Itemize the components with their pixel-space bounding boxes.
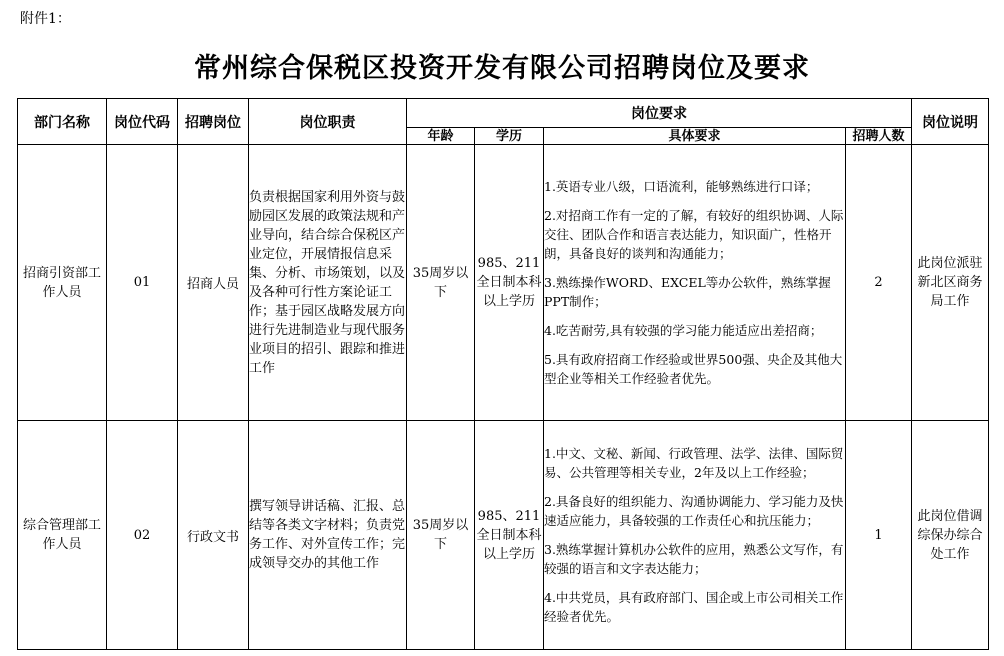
duties-cell: 撰写领导讲话稿、汇报、总结等各类文字材料；负责党务工作、对外宣传工作；完成领导交办的其他工作 — [249, 421, 407, 650]
header-age: 年龄 — [407, 128, 475, 145]
header-education: 学历 — [475, 128, 544, 145]
age-cell: 35周岁以下 — [407, 145, 475, 421]
requirement-item: 4.吃苦耐劳,具有较强的学习能力能适应出差招商； — [544, 323, 823, 338]
duties-cell: 负责根据国家利用外资与鼓励园区发展的政策法规和产业导向，结合综合保税区产业定位，开展情报信息采集、分析、市场策划，以及及各种可行性方案论证工作；基于园区战略发展方向进行先进制造业与现代服务业项目的招引、跟踪和推进工作 — [249, 145, 407, 421]
attachment-label: 附件1： — [20, 11, 71, 27]
position-cell: 招商人员 — [178, 145, 249, 421]
header-row-1 — [18, 99, 989, 128]
requirement-item: 2.具备良好的组织能力、沟通协调能力、学习能力及快速适应能力，具备较强的工作责任心和抗压能力； — [544, 494, 844, 528]
document-title: 常州综合保税区投资开发有限公司招聘岗位及要求 — [194, 53, 810, 84]
note-cell: 此岗位派驻新北区商务局工作 — [912, 145, 989, 421]
recruitment-table — [17, 98, 989, 650]
count-cell: 1 — [846, 421, 912, 650]
requirements-cell — [544, 421, 846, 650]
note-cell: 此岗位借调综保办综合处工作 — [912, 421, 989, 650]
requirements-cell — [544, 145, 846, 421]
header-requirements: 岗位要求 — [407, 99, 912, 128]
header-code: 岗位代码 — [107, 99, 178, 145]
header-duties: 岗位职责 — [249, 99, 407, 145]
department-cell: 招商引资部工作人员 — [18, 145, 107, 421]
requirement-item: 1.英语专业八级，口语流利，能够熟练进行口译； — [544, 179, 819, 194]
requirement-item: 5.具有政府招商工作经验或世界500强、央企及其他大型企业等相关工作经验者优先。 — [544, 352, 843, 386]
age-cell: 35周岁以下 — [407, 421, 475, 650]
code-cell: 01 — [107, 145, 178, 421]
requirement-item: 2.对招商工作有一定的了解，有较好的组织协调、人际交往、团队合作和语言表达能力，知识面广，性格开朗，具备良好的谈判和沟通能力； — [544, 208, 844, 261]
header-department: 部门名称 — [18, 99, 107, 145]
table-row — [18, 421, 989, 650]
position-cell: 行政文书 — [178, 421, 249, 650]
header-position: 招聘岗位 — [178, 99, 249, 145]
requirement-item: 1.中文、文秘、新闻、行政管理、法学、法律、国际贸易、公共管理等相关专业，2年及以上工作经验； — [544, 446, 844, 480]
count-cell: 2 — [846, 145, 912, 421]
header-specific: 具体要求 — [544, 128, 846, 145]
requirement-item: 4.中共党员，具有政府部门、国企或上市公司相关工作经验者优先。 — [544, 590, 844, 624]
requirement-item: 3.熟练掌握计算机办公软件的应用，熟悉公文写作，有较强的语言和文字表达能力； — [544, 542, 844, 576]
requirement-item: 3.熟练操作WORD、EXCEL等办公软件，熟练掌握PPT制作； — [544, 275, 831, 309]
education-cell: 985、211全日制本科以上学历 — [475, 421, 544, 650]
table-row — [18, 145, 989, 421]
education-cell: 985、211全日制本科以上学历 — [475, 145, 544, 421]
header-note: 岗位说明 — [912, 99, 989, 145]
code-cell: 02 — [107, 421, 178, 650]
department-cell: 综合管理部工作人员 — [18, 421, 107, 650]
header-count: 招聘人数 — [846, 128, 912, 145]
